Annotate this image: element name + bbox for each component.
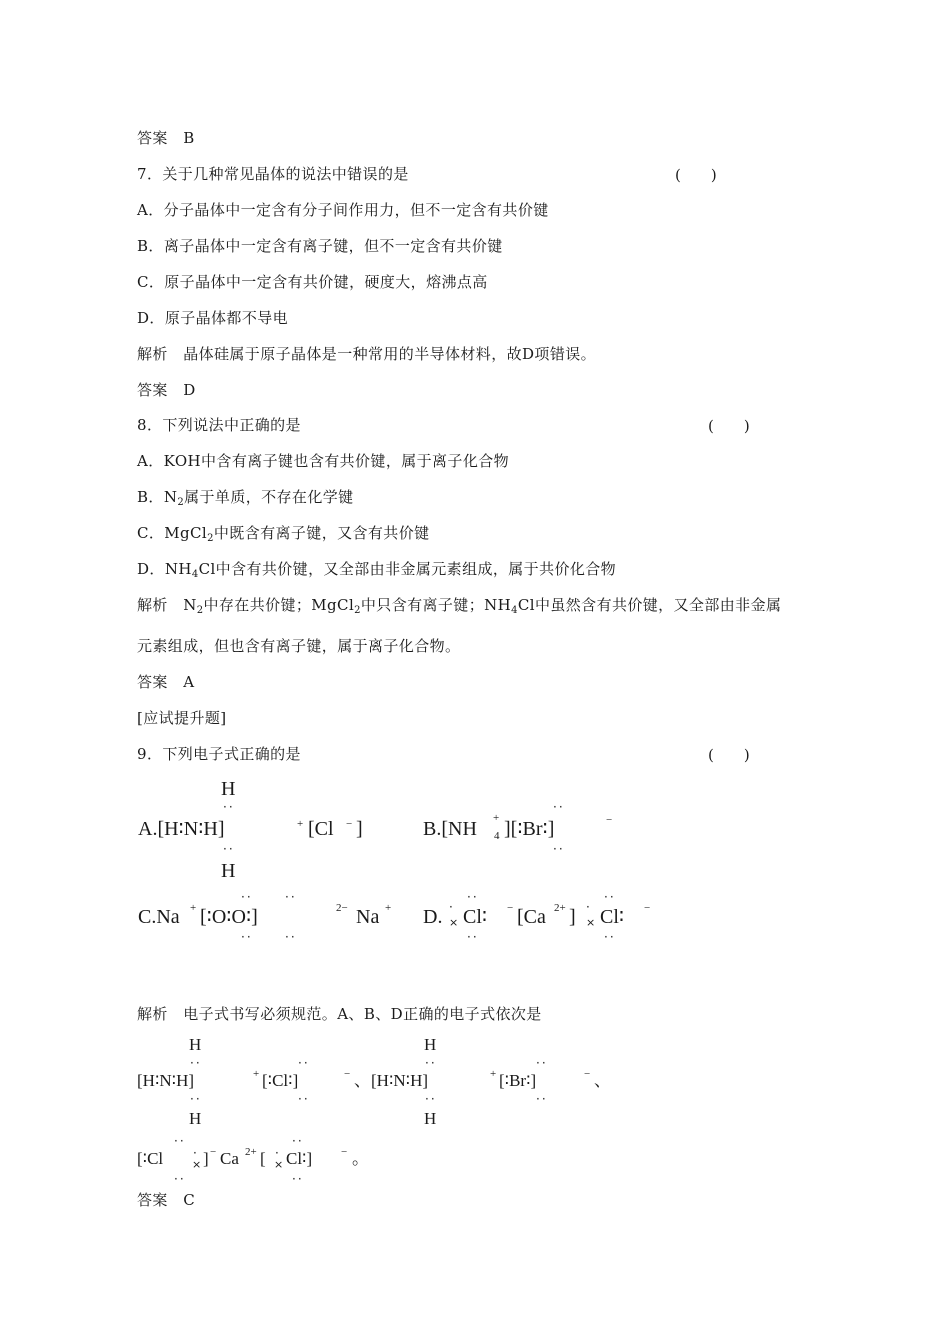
q7-option-b: B．离子晶体中一定含有离子键，但不一定含有共价键 — [137, 237, 503, 255]
q9-stem: 9．下列电子式正确的是 — [137, 745, 301, 763]
q7-analysis: 解析 晶体硅属于原子晶体是一种常用的半导体材料，故D项错误。 — [137, 345, 597, 363]
q8-option-d: D．$NH_4Cl$中含有共价键，又全部由非金属元素组成，属于共价化合物 — [137, 560, 617, 580]
section-heading: [应试提升题] — [137, 709, 227, 727]
q7-paren: ( ) — [675, 166, 717, 184]
q9-paren: ( ) — [708, 746, 750, 764]
q9-answer: 答案 C — [137, 1191, 196, 1209]
answer-6: 答案 B — [137, 129, 195, 147]
q7-option-a: A．分子晶体中一定含有分子间作用力，但不一定含有共价键 — [137, 201, 549, 219]
q8-answer: 答案 A — [137, 673, 195, 691]
q7-option-c: C．原子晶体中一定含有共价键，硬度大，熔沸点高 — [137, 273, 488, 291]
q8-analysis-line1: 解析 $N_2$中存在共价键；MgCl$_2$中只含有离子键；$NH_4Cl$中虽然含有共价键，又全部由非金属 — [137, 596, 782, 616]
q8-stem: 8．下列说法中正确的是 — [137, 416, 301, 434]
q8-paren: ( ) — [708, 417, 750, 435]
q8-option-c: C．MgCl$_2$中既含有离子键，又含有共价键 — [137, 524, 430, 544]
q9-analysis: 解析 电子式书写必须规范。A、B、D正确的电子式依次是 — [137, 1005, 542, 1023]
q7-answer: 答案 D — [137, 381, 196, 399]
q7-option-d: D．原子晶体都不导电 — [137, 309, 289, 327]
q8-analysis-line2: 元素组成，但也含有离子键，属于离子化合物。 — [137, 637, 461, 655]
q7-stem: 7．关于几种常见晶体的说法中错误的是 — [137, 165, 409, 183]
q8-option-b: B．$N_2$属于单质，不存在化学键 — [137, 488, 354, 508]
q8-option-a: A．KOH中含有离子键也含有共价键，属于离子化合物 — [137, 452, 510, 470]
